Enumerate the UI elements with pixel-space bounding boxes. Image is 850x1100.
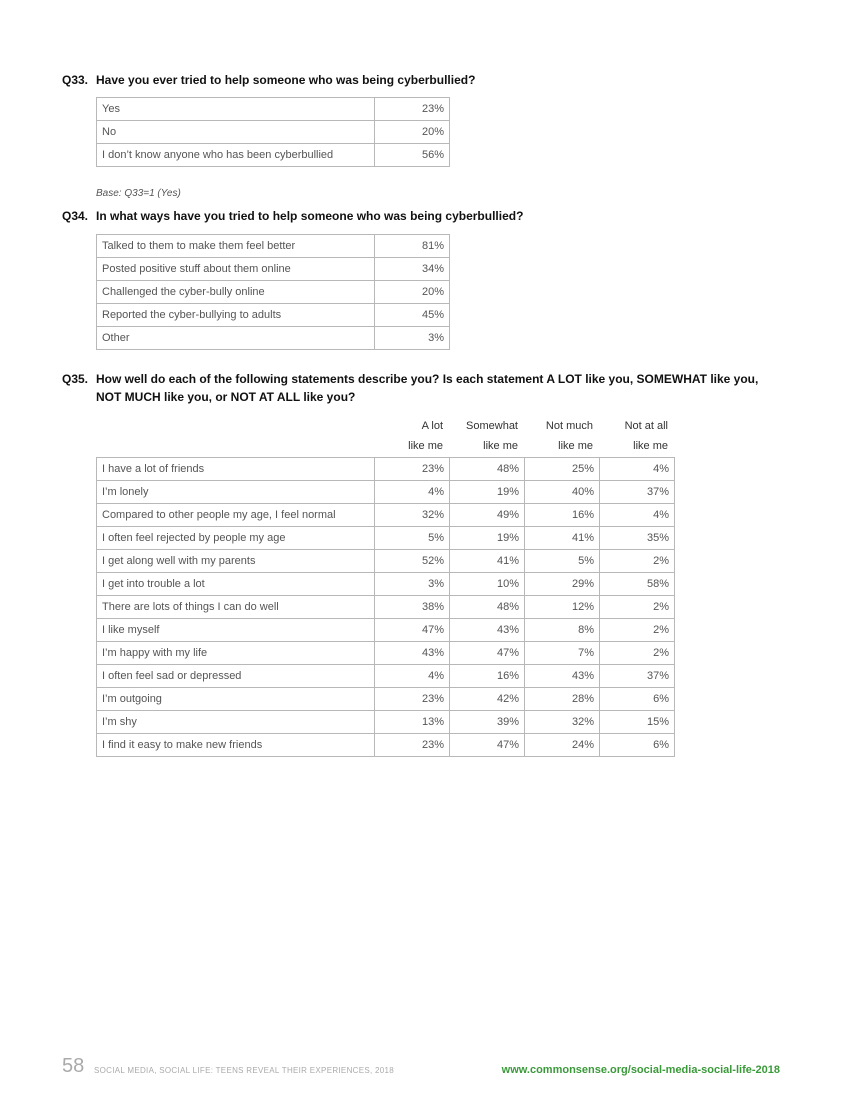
q35-table-row [97, 619, 675, 642]
row-percent: 37% [600, 665, 675, 688]
q35-table-row [97, 527, 675, 550]
row-label: Talked to them to make them feel better [97, 235, 375, 258]
q35-table-row [97, 711, 675, 734]
row-percent: 43% [450, 619, 525, 642]
q33-table [96, 97, 450, 167]
row-label: I find it easy to make new friends [97, 734, 375, 757]
q33-table-row [97, 144, 450, 167]
q34-table-row [97, 258, 450, 281]
row-percent: 3% [375, 573, 450, 596]
row-percent: 13% [375, 711, 450, 734]
row-percent: 23% [375, 458, 450, 481]
row-percent: 43% [525, 665, 600, 688]
row-percent: 23% [375, 98, 450, 121]
q35-table-row [97, 665, 675, 688]
row-percent: 4% [375, 665, 450, 688]
row-label: Yes [97, 98, 375, 121]
q35-col-somewhat: Somewhat like me [466, 420, 518, 452]
row-percent: 49% [450, 504, 525, 527]
row-percent: 3% [375, 327, 450, 350]
q35-table-row [97, 458, 675, 481]
row-percent: 23% [375, 688, 450, 711]
q34-number: Q34. [62, 209, 89, 223]
row-percent: 4% [375, 481, 450, 504]
q35-heading [62, 370, 758, 406]
row-percent: 7% [525, 642, 600, 665]
row-label: I like myself [97, 619, 375, 642]
row-percent: 20% [375, 281, 450, 304]
row-label: There are lots of things I can do well [97, 596, 375, 619]
row-label: Other [97, 327, 375, 350]
q34-heading [62, 207, 523, 225]
row-label: Posted positive stuff about them online [97, 258, 375, 281]
row-percent: 2% [600, 619, 675, 642]
row-percent: 2% [600, 596, 675, 619]
q34-base-note: Base: Q33=1 (Yes) [96, 188, 181, 199]
q35-table-row [97, 504, 675, 527]
row-percent: 32% [375, 504, 450, 527]
row-percent: 37% [600, 481, 675, 504]
row-percent: 23% [375, 734, 450, 757]
row-percent: 15% [600, 711, 675, 734]
q33-heading [62, 71, 475, 89]
q33-question: Have you ever tried to help someone who was being cyberbullied? [96, 73, 476, 87]
q35-column-headers [374, 416, 674, 456]
row-percent: 58% [600, 573, 675, 596]
row-percent: 5% [525, 550, 600, 573]
q35-table-row [97, 573, 675, 596]
row-percent: 48% [450, 596, 525, 619]
row-percent: 29% [525, 573, 600, 596]
q33-table-row [97, 121, 450, 144]
row-percent: 52% [375, 550, 450, 573]
q35-table [96, 457, 675, 757]
row-percent: 38% [375, 596, 450, 619]
q35-question-line1: How well do each of the following statements describe you? Is each statement A LOT like you, SOMEWHAT like you, [96, 372, 759, 386]
row-percent: 40% [525, 481, 600, 504]
row-percent: 10% [450, 573, 525, 596]
row-percent: 6% [600, 688, 675, 711]
row-percent: 19% [450, 481, 525, 504]
row-percent: 32% [525, 711, 600, 734]
q35-table-row [97, 596, 675, 619]
q35-table-row [97, 734, 675, 757]
row-percent: 47% [375, 619, 450, 642]
row-percent: 34% [375, 258, 450, 281]
q34-table-body [97, 235, 450, 350]
row-percent: 2% [600, 642, 675, 665]
q34-table-row [97, 327, 450, 350]
row-percent: 4% [600, 504, 675, 527]
row-percent: 28% [525, 688, 600, 711]
q33-number: Q33. [62, 73, 89, 87]
q35-question-line2: NOT MUCH like you, or NOT AT ALL like you? [96, 390, 356, 404]
row-percent: 47% [450, 734, 525, 757]
row-label: No [97, 121, 375, 144]
row-percent: 43% [375, 642, 450, 665]
q33-table-body [97, 98, 450, 167]
row-percent: 48% [450, 458, 525, 481]
row-label: Challenged the cyber-bully online [97, 281, 375, 304]
q33-table-row [97, 98, 450, 121]
q35-table-row [97, 688, 675, 711]
row-label: I have a lot of friends [97, 458, 375, 481]
row-label: I get into trouble a lot [97, 573, 375, 596]
row-label: I’m shy [97, 711, 375, 734]
q34-question: In what ways have you tried to help someone who was being cyberbullied? [96, 209, 524, 223]
row-label: I get along well with my parents [97, 550, 375, 573]
row-percent: 6% [600, 734, 675, 757]
q35-col-a-lot: A lot like me [408, 420, 443, 452]
row-label: I’m outgoing [97, 688, 375, 711]
row-label: I often feel rejected by people my age [97, 527, 375, 550]
q35-table-row [97, 642, 675, 665]
q34-table-row [97, 235, 450, 258]
q35-number: Q35. [62, 372, 89, 386]
row-percent: 4% [600, 458, 675, 481]
row-percent: 12% [525, 596, 600, 619]
q35-col-not-much: Not much like me [545, 420, 593, 452]
row-percent: 41% [450, 550, 525, 573]
row-percent: 39% [450, 711, 525, 734]
website-link[interactable]: www.commonsense.org/social-media-social-life-2018 [501, 1064, 780, 1076]
row-percent: 24% [525, 734, 600, 757]
row-label: I often feel sad or depressed [97, 665, 375, 688]
q35-table-body [97, 458, 675, 757]
row-percent: 20% [375, 121, 450, 144]
q35-table-row [97, 550, 675, 573]
row-percent: 42% [450, 688, 525, 711]
q35-table-row [97, 481, 675, 504]
row-percent: 16% [525, 504, 600, 527]
row-percent: 8% [525, 619, 600, 642]
row-percent: 35% [600, 527, 675, 550]
row-percent: 2% [600, 550, 675, 573]
row-percent: 19% [450, 527, 525, 550]
row-percent: 47% [450, 642, 525, 665]
row-percent: 45% [375, 304, 450, 327]
q34-table-row [97, 281, 450, 304]
q35-col-not-at-all: Not at all like me [624, 420, 668, 452]
q34-table [96, 234, 450, 350]
q34-table-row [97, 304, 450, 327]
report-title: SOCIAL MEDIA, SOCIAL LIFE: TEENS REVEAL THEIR EXPERIENCES, 2018 [94, 1066, 395, 1075]
row-percent: 41% [525, 527, 600, 550]
page-number: 58 [62, 1055, 85, 1077]
row-label: Compared to other people my age, I feel normal [97, 504, 375, 527]
row-percent: 25% [525, 458, 600, 481]
row-label: I don’t know anyone who has been cyberbullied [97, 144, 375, 167]
row-label: I’m lonely [97, 481, 375, 504]
row-percent: 81% [375, 235, 450, 258]
row-label: Reported the cyber-bullying to adults [97, 304, 375, 327]
row-percent: 16% [450, 665, 525, 688]
row-label: I’m happy with my life [97, 642, 375, 665]
row-percent: 5% [375, 527, 450, 550]
row-percent: 56% [375, 144, 450, 167]
